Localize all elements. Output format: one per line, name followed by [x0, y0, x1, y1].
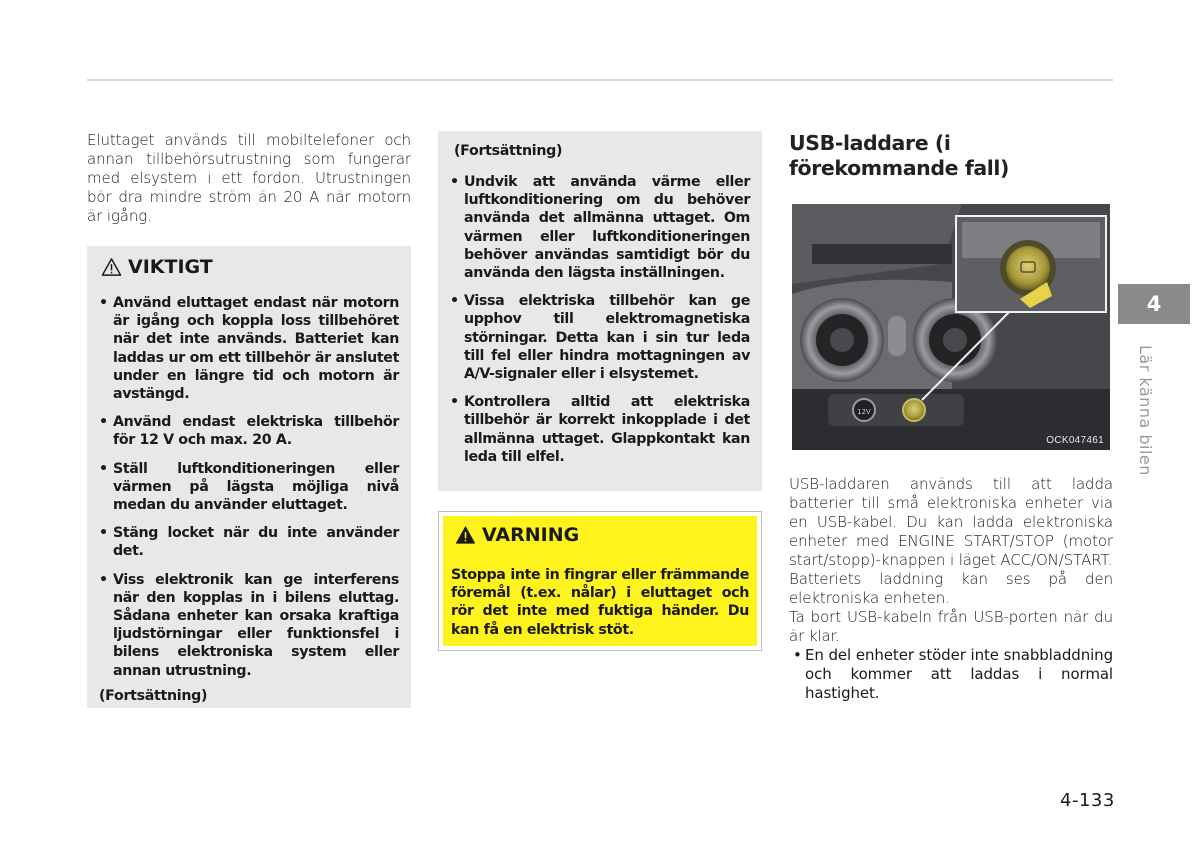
intro-paragraph: Eluttaget används till mobiltelefoner och annan tillbehörsutrustning som fungerar med elsystem i ett fordon. Utrustningen bör dra mindre ström än 20 A när motorn är igång. [87, 131, 411, 225]
warning-heading-text: VARNING [482, 524, 580, 546]
list-item: • Viss elektronik kan ge interferens när den kopplas in i bilens eluttag. Sådana enheter kan orsaka kraftiga ljudstörningar eller funktionsfel i bilens elektroniska system eller annan utrustning. [99, 571, 399, 679]
important-heading-text: VIKTIGT [128, 256, 213, 278]
important-heading [101, 256, 399, 278]
caution-triangle-icon [101, 257, 122, 277]
usb-description [789, 475, 1113, 703]
svg-text:12V: 12V [857, 408, 871, 416]
section-title: USB-laddare (i förekommande fall) [789, 131, 1010, 180]
warning-box [438, 511, 762, 651]
list-item: • Ställ luftkonditioneringen eller värmen på lägsta möjliga nivå medan du använder eluttaget. [99, 460, 399, 514]
list-item: • Stäng locket när du inte använder det. [99, 525, 399, 560]
warning-heading [455, 524, 749, 546]
right-column [789, 131, 1113, 181]
dashboard-illustration [792, 204, 1110, 450]
list-item: • Använd eluttaget endast när motorn är igång och koppla loss tillbehöret när det inte används. Batteriet kan laddas ur om ett tillbehör är anslutet under en längre tid och motorn är avstängd. [99, 295, 399, 403]
usb-paragraph: Batteriets laddning kan ses på den elektroniska enheten. [789, 570, 1113, 607]
continued-list [450, 173, 750, 466]
chapter-tab: 4 [1118, 284, 1190, 324]
list-item: • Kontrollera alltid att elektriska tillbehör är korrekt inkopplade i det allmänna uttaget. Glappkontakt kan leda till elfel. [450, 394, 750, 465]
image-code: OCK047461 [1046, 435, 1104, 446]
important-box [87, 246, 411, 708]
continuation-note: (Fortsättning) [99, 687, 208, 704]
page-number: 4-133 [1060, 790, 1115, 811]
list-item: • Undvik att använda värme eller luftkonditionering om du behöver använda det allmänna uttaget. Om värmen eller luftkonditioneringen behöver användas samtidigt bör du använda den lägsta inställningen. [450, 174, 750, 282]
warning-text: Stoppa inte in fingrar eller främmande föremål (t.ex. nålar) i eluttaget och rör det inte med fuktiga händer. Du kan få en elektrisk stöt. [451, 567, 749, 638]
usb-charger-photo [792, 204, 1110, 450]
list-item: • Använd endast elektriska tillbehör för 12 V och max. 20 A. [99, 414, 399, 449]
usb-note: • En del enheter stöder inte snabbladdning och kommer att laddas i normal hastighet. [793, 646, 1113, 702]
continued-heading: (Fortsättning) [454, 143, 563, 159]
header-rule [87, 79, 1113, 81]
continued-box [438, 131, 762, 491]
warning-inner [443, 516, 757, 646]
left-column [87, 131, 411, 226]
important-list [99, 294, 399, 680]
usb-paragraph: Ta bort USB-kabeln från USB-porten när du är klar. [789, 608, 1113, 645]
warning-triangle-icon [455, 525, 476, 545]
chapter-title: Lär känna bilen [1136, 345, 1155, 476]
list-item: • Vissa elektriska tillbehör kan ge upphov till elektromagnetiska störningar. Detta kan i sin tur leda till fel eller hindra mottagningen av A/V-signaler eller i elsystemet. [450, 293, 750, 383]
usb-paragraph: USB-laddaren används till att ladda batterier till små elektroniska enheter via en USB-kabel. Du kan ladda elektroniska enheter med ENGINE START/STOP (motor start/stopp)-knappen i läget ACC/ON/START. [789, 475, 1113, 569]
